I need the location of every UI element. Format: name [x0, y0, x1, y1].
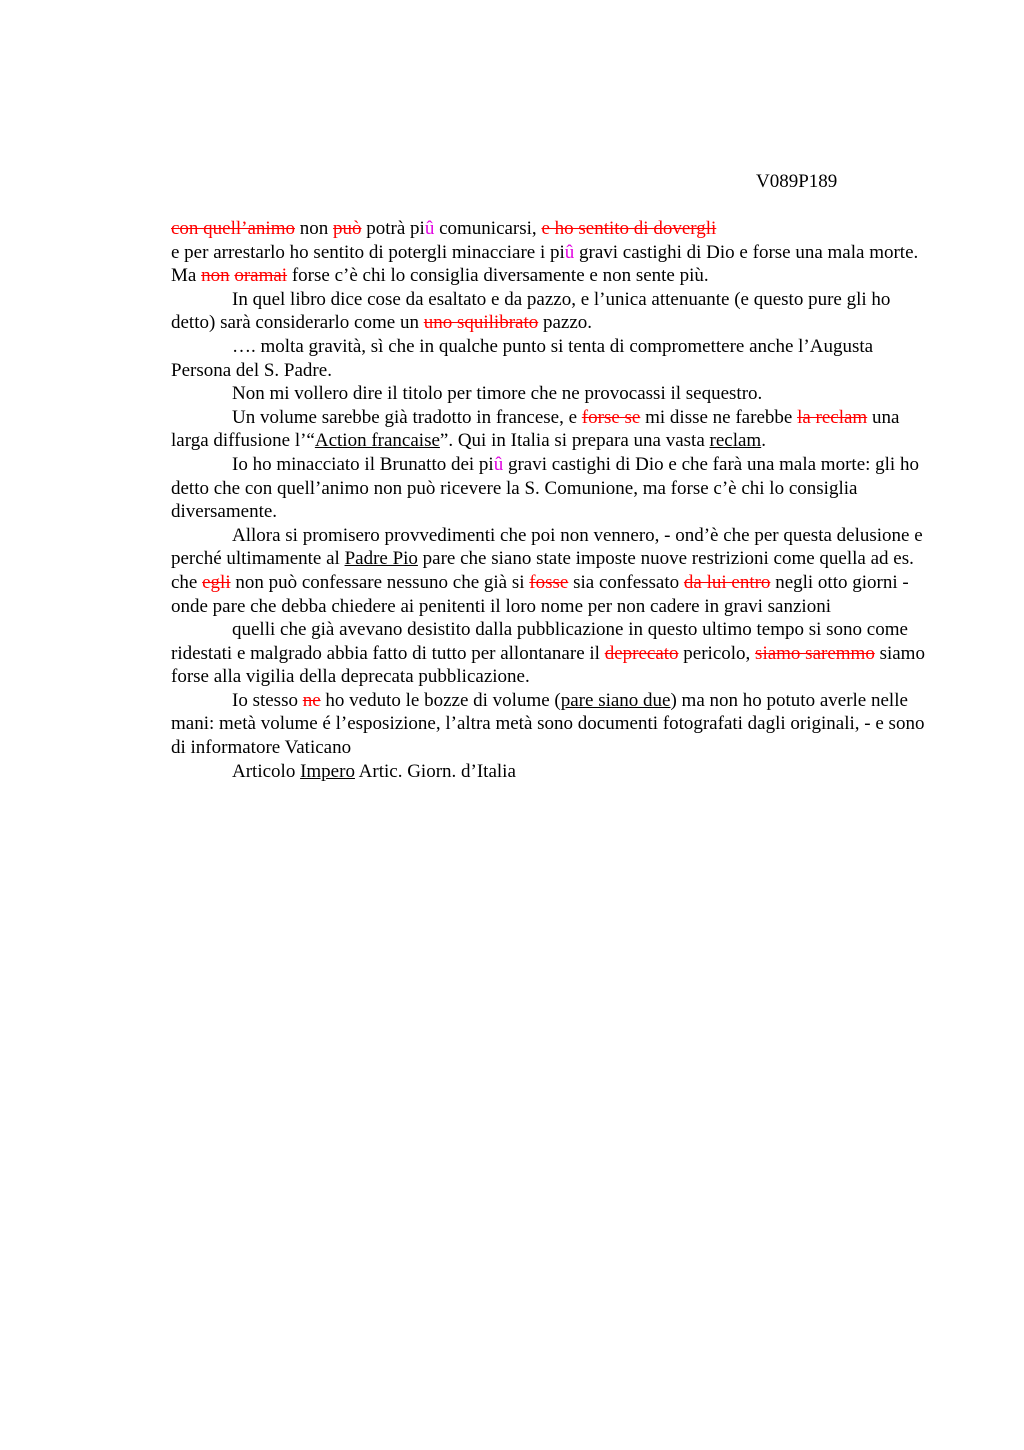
deleted-text: con quell’animo [171, 218, 295, 239]
deleted-text: ne [302, 689, 321, 711]
underlined-text: Action francaise [314, 430, 440, 452]
text-segment: gravi castighi di Dio e forse una mala morte. Ma [171, 241, 919, 287]
underlined-text: pare siano due [560, 689, 671, 711]
deleted-text: fosse [529, 571, 569, 593]
text-segment: forse c’è chi lo consiglia diversamente e non sente più. [287, 265, 709, 287]
text-segment: Articolo [232, 760, 301, 782]
text-segment: Artic. Giorn. d’Italia [354, 760, 516, 782]
deleted-text: deprecato [604, 642, 679, 664]
text-segment: quelli che già avevano desistito dalla pubblicazione in questo ultimo tempo si sono come ridestati e malgrado abbia fatto di tutto per allontanare il [171, 619, 908, 664]
text-segment: gravi castighi di Dio e che farà una mala morte: gli ho detto che con quell’animo non può ricevere la S. Comunione, ma forse c’è chi lo consiglia diversamente. [171, 453, 919, 523]
paragraph [171, 241, 931, 288]
inserted-character: û [493, 453, 504, 475]
text-segment: …. molta gravità, sì che in qualche punto si tenta di compromettere anche l’Augusta Persona del S. Padre. [171, 335, 874, 381]
text-segment: ) ma non ho potuto averle nelle mani: metà volume é l’esposizione, l’altra metà sono documenti fotografati dagli originali, - e sono di informatore Vaticano [171, 689, 925, 759]
paragraph [171, 335, 931, 382]
deleted-text: può [333, 218, 362, 239]
inserted-character: û [564, 241, 575, 263]
text-segment: Io ho minacciato il Brunatto dei pi [232, 453, 494, 475]
paragraph [171, 406, 931, 453]
transcription-body [171, 217, 931, 783]
text-segment: ”. Qui in Italia si prepara una vasta [439, 430, 710, 452]
underlined-text: reclam [709, 430, 762, 452]
paragraph [171, 760, 931, 784]
deleted-text: forse se [581, 406, 641, 428]
paragraph [171, 524, 931, 618]
underlined-text: Padre Pio [344, 548, 418, 570]
page-identifier: V089P189 [756, 171, 838, 192]
paragraph [171, 288, 931, 335]
text-segment: sia confessato [568, 571, 684, 593]
text-segment: siamo forse alla vigilia della deprecata pubblicazione. [171, 642, 925, 688]
deleted-text: e ho sentito di dovergli [541, 218, 717, 239]
text-segment: non [295, 218, 333, 239]
text-segment: mi disse ne farebbe [640, 406, 798, 428]
text-segment: Un volume sarebbe già tradotto in francese, e [232, 406, 582, 428]
text-segment: pericolo, [678, 642, 756, 664]
text-segment: . [761, 430, 766, 452]
paragraph [171, 453, 931, 524]
text-segment: pazzo. [538, 312, 593, 334]
deleted-text: da lui entro [683, 571, 771, 593]
paragraph [171, 618, 931, 689]
text-segment: In quel libro dice cose da esaltato e da pazzo, e l’unica attenuante (e questo pure gli ho detto) sarà considerarlo come un [171, 288, 891, 334]
deleted-text: uno squilibrato [423, 312, 539, 334]
text-segment: Allora si promisero provvedimenti che poi non vennero, - ond’è che per questa delusione e perché ultimamente al [171, 524, 923, 570]
deleted-text: egli [202, 571, 231, 593]
deleted-text: siamo saremmo [755, 642, 875, 664]
text-segment: comunicarsi, [434, 218, 542, 239]
deleted-text: oramai [234, 265, 288, 287]
paragraph [171, 689, 931, 760]
text-segment: ho veduto le bozze di volume ( [320, 689, 561, 711]
text-segment: negli otto giorni - onde pare che debba chiedere ai penitenti il loro nome per non cadere in gravi sanzioni [171, 571, 909, 617]
text-segment: pare che siano state imposte nuove restrizioni come quella ad es. che [171, 548, 914, 593]
text-segment: e per arrestarlo ho sentito di potergli minacciare i pi [171, 241, 565, 263]
paragraph [171, 382, 931, 406]
inserted-character: û [424, 218, 435, 239]
underlined-text: Impero [300, 760, 355, 782]
text-segment: Non mi vollero dire il titolo per timore che ne provocassi il sequestro. [232, 383, 763, 405]
text-segment: una larga diffusione l’“ [171, 406, 900, 452]
deleted-text: non [201, 265, 230, 287]
text-segment: Io stesso [232, 689, 303, 711]
text-segment: potrà pi [361, 218, 425, 239]
text-segment: non può confessare nessuno che già si [230, 571, 530, 593]
deleted-text: la reclam [797, 406, 868, 428]
paragraph [171, 217, 931, 241]
